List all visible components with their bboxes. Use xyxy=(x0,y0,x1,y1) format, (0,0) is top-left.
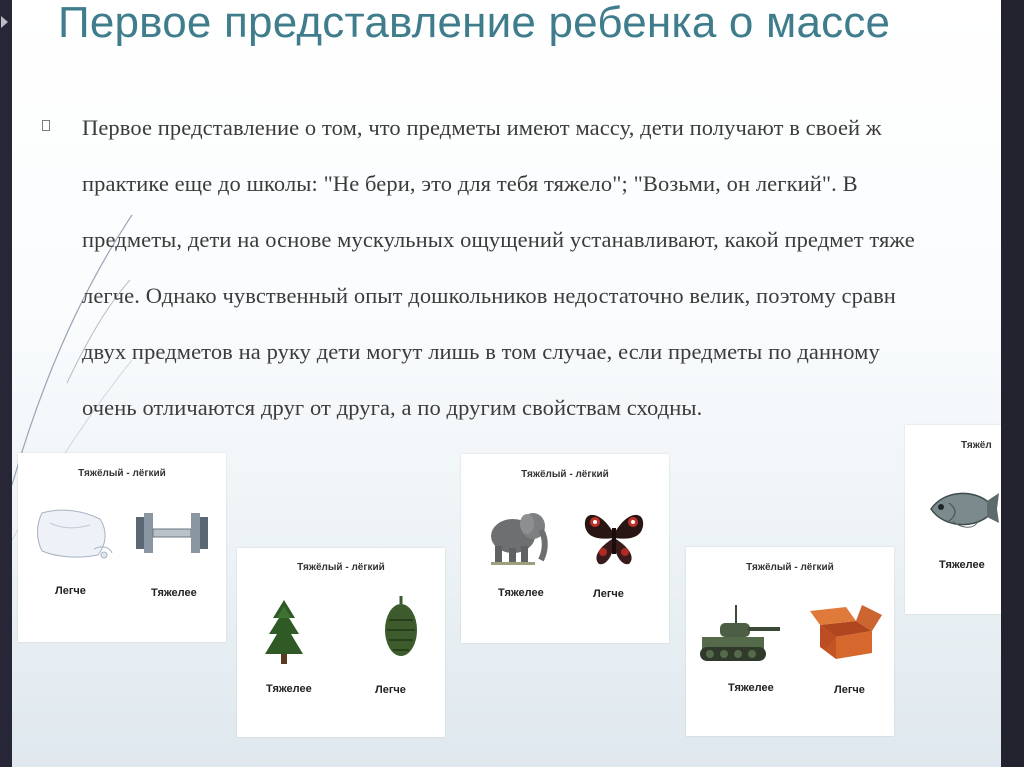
fish-icon xyxy=(925,483,1001,535)
slide xyxy=(12,0,1001,767)
slide-title: Первое представление ребенка о массе xyxy=(58,0,891,47)
paragraph-line: очень отличаются друг от друга, а по другим свойствам сходны. xyxy=(82,395,703,420)
dumbbell-icon xyxy=(132,509,212,557)
slide-arrow-icon xyxy=(1,16,8,28)
left-label: Тяжелее xyxy=(728,682,774,694)
card-title: Тяжёл xyxy=(961,440,992,451)
right-label: Легче xyxy=(834,684,865,696)
pillow-icon xyxy=(32,505,116,563)
paragraph-line: предметы, дети на основе мускульных ощущений устанавливают, какой предмет тяже xyxy=(82,227,915,252)
card-tree-cone xyxy=(237,548,445,737)
cardboard-box-icon xyxy=(806,597,886,663)
left-label: Тяжелее xyxy=(939,559,985,571)
bullet-icon xyxy=(42,120,50,131)
paragraph xyxy=(82,100,1001,436)
right-label: Тяжелее xyxy=(151,587,197,599)
right-frame-bar xyxy=(1001,0,1024,767)
pine-cone-icon xyxy=(381,594,421,660)
card-title: Тяжёлый - лёгкий xyxy=(297,562,385,573)
tank-icon xyxy=(696,599,782,669)
left-frame-bar xyxy=(0,0,12,767)
paragraph-line: практике еще до школы: "Не бери, это для тебя тяжело"; "Возьми, он легкий". В xyxy=(82,171,858,196)
left-label: Тяжелее xyxy=(498,587,544,599)
card-pillow-dumbbell xyxy=(18,453,226,642)
card-fish-partial xyxy=(905,425,1001,614)
left-label: Тяжелее xyxy=(266,683,312,695)
right-label: Легче xyxy=(593,588,624,600)
card-elephant-butterfly xyxy=(461,454,669,643)
paragraph-line: Первое представление о том, что предметы имеют массу, дети получают в своей ж xyxy=(82,115,882,140)
right-label: Легче xyxy=(375,684,406,696)
left-label: Легче xyxy=(55,585,86,597)
paragraph-line: легче. Однако чувственный опыт дошкольников недостаточно велик, поэтому сравн xyxy=(82,283,896,308)
butterfly-icon xyxy=(581,504,647,570)
fir-tree-icon xyxy=(263,598,305,666)
card-title: Тяжёлый - лёгкий xyxy=(78,468,166,479)
card-tank-box xyxy=(686,547,894,736)
card-title: Тяжёлый - лёгкий xyxy=(521,469,609,480)
elephant-icon xyxy=(487,506,549,568)
paragraph-line: двух предметов на руку дети могут лишь в том случае, если предметы по данному xyxy=(82,339,880,364)
card-title: Тяжёлый - лёгкий xyxy=(746,562,834,573)
